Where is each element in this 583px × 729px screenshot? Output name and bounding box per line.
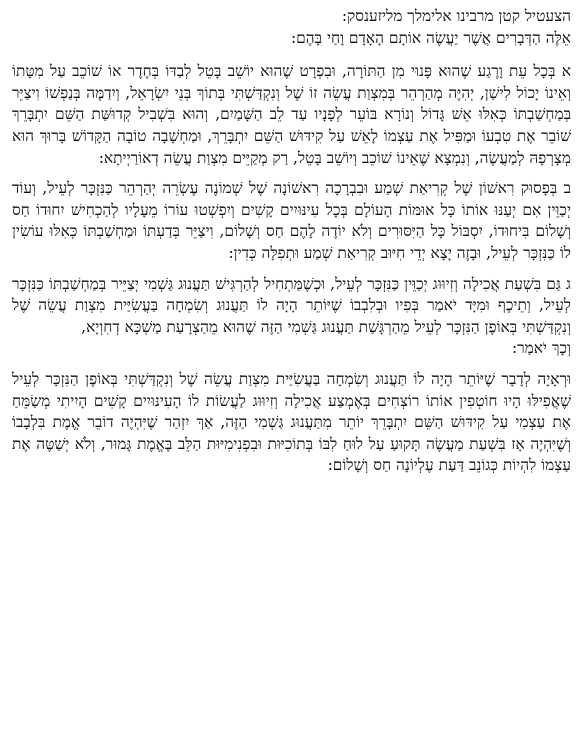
paragraph-gimel [12,274,571,360]
paragraph-text: ג גַּם בִּשְׁעַת אֲכִילָה וְזִיוּוּג יְכַוֵּין כַּנִּזְכָּר לְעֵיל, וּכְשֶׁמַּתְחִיל לְהַרְגִּישׁ תַּעֲנוּג גַּשְׁמִי יְצַיֵּיר בְּמַחְשַׁבְתּוֹ כַּנִּזְכָּר לְעֵיל, וְתֵיכֶף וּמִיָּד יֹאמַר בְּפִיו וּבְלִבְבוֹ שֶׁיּוֹתֵר הָיָה לוֹ תַּעֲנוּג וְשִׂמְחָה בַּעֲשִׂיַּית מִצְוַת עֲשֵׂה שֶׁל וְנִקְדַּשְׁתִּי בְּאוֹפֶן הַנִּזְכָּר לְעֵיל מֵהַרְגָּשַׁת תַּעֲנוּג גַּשְׁמִי הַזֶּה שֶׁהוּא מֵהַצְרָעַת מַשְׁכָּא דְחִוְיָא, [12,274,571,336]
paragraph-aleph [12,61,571,169]
paragraph-proof [12,369,571,477]
document-title: הצעטיל קטן מרבינו אלימלך מליזענסק: [341,7,571,25]
paragraph-text: א בְּכָל עֵת וָרֶגַע שֶׁהוּא פָּנוּי מִן הַתּוֹרָה, וּבִפְרָט שֶׁהוּא יוֹשֵׁב בָּטֵל לְבַדּוֹ בְּחֶדֶר אוֹ שׁוֹכֵב עַל מִטָּתוֹ וְאֵינוֹ יָכוֹל לִישַׁן, יְהִיֶּה מְהַרְהֵר בְּמִצְוַת עֲשֵׂה זוֹ שֶׁל וְנִקְדַּשְׁתִּי בְּתוֹךְ בְּנֵי יִשְׂרָאֵל, וְיִדַמֶּה בְּנַפְשׁוֹ וִיצַיֵּר בְּמַחְשַׁבְתּוֹ כְּאִלּוּ אֵשׁ גָּדוֹל וְנוֹרָא בּוֹעֵר לְפָנָיו עַד לֵב הַשָּׁמַיִם, וְהוּא בִּשְׁבִיל קְדוּשַּׁת הַשֵּׁם יִתְבָּרֵךְ שׁוֹבֵר אֶת טִבְעוֹ וּמַפִּיל אֶת עַצְמוֹ לָאֵשׁ עַל קִידּוּשׁ הַשֵּׁם יִתְבָּרֵךְ, וּמַחְשָׁבָה טוֹבָה הַקָּדוֹשׁ בָּרוּךְ הוּא מְצָרְפָהּ לְמַעֲשֶׂה, וְנִמְצָא שֶׁאֵינוֹ שׁוֹכֵב וְיוֹשֵׁב בָּטֵל, רַק מְקַיֵּים מִצְוַת עֲשֵׂה דְאוֹרַיְיתָא: [12,62,571,167]
paragraph-bet [12,178,571,264]
paragraph-text: וּרְאָיָה לְדָבָר שֶׁיּוֹתֵר הָיָה לוֹ תַּעֲנוּג וְשִׂמְחָה בַּעֲשִׂיַּית מִצְוַת עֲשֵׂה שֶׁל וְנִקְדַּשְׁתִּי בְּאוֹפֶן הַנִּזְכָּר לְעֵיל שֶׁאֲפִילּוּ הָיוּ חוֹטְפִין אוֹתוֹ רוֹצְחִים בְּאֶמְצַע אֲכִילָה וְזִיוּוּג לַעֲשׂוֹת לוֹ הָעִינּוּיִים קָשִׁים הָיִיתִי מְשַׂמֵּחַ אֶת עַצְמִי עַל קִידּוּשׁ הַשֵּׁם יִתְבָּרֵךְ יוֹתֵר מִתַּעֲנוּג גַּשְׁמִי הַזֶּה, אַךְ יִזְהַר שֶׁיִּהְיֶה דוֹבֵר אֱמֶת בִּלְבָבוֹ וְשֶׁיִּהְיֶה אָז בִּשְׁעַת מַעֲשֶׂה תָּקוּעַ עַל לוּחַ לִבּוֹ בְּתוֹכִיּוּת וּבִפְנִימִיּוּת הַלֵּב בֶּאֱמֶת גָּמוּר, וְלֹא יְשַׁטֶּה אֶת עַצְמוֹ לִהְיוֹת כְּגוֹנֵב דַּעַת עֶלְיוֹנָה חַס וְשָׁלוֹם: [12,369,571,475]
paragraph-continuation: וְכָךְ יֹאמַר: [511,339,571,358]
paragraph-text: ב בְּפָסוּק רִאשׁוֹן שֶׁל קְרִיאַת שְׁמַע וּבִבְרָכָה רִאשׁוֹנָה שֶׁל שְׁמוֹנֶה עֶשְׂרֵה יְהַרְהֵר כַּנִּזְכָּר לְעֵיל, וְעוֹד יְכַוֵּין אִם יְעַנּוּ אוֹתוֹ כָּל אוּמּוֹת הָעוֹלָם בְּכָל עִינּוּיִים קָשִׁים וְיִפְשְׁטוּ עוֹרוֹ מֵעָלָיו לְהַכְחִישׁ יִחוּדוֹ חַס וְשָׁלוֹם בִּיחוּדוֹ, יִסְבּוֹל כָּל הַיִּסּוּרִים וְלֹא יוֹדֶה לָהֶם חַס וְשָׁלוֹם, וִיצַיֵּר בְּדַעְתּוֹ וּמַחְשַׁבְתּוֹ כְּאִלּוּ עוֹשִׂין לוֹ כַּנִּזְכָּר לְעֵיל, וּבָזֶה יָצָא יְדֵי חִיּוּב קְרִיאַת שְׁמַע וּתְפִלָּה כְּדִין: [12,179,571,262]
opening-verse: אֵלֶּה הַדְּבָרִים אֲשֶׁר יַעֲשֶׂה אוֹתָם הָאָדָם וָחַי בָּהֶם: [291,28,571,47]
